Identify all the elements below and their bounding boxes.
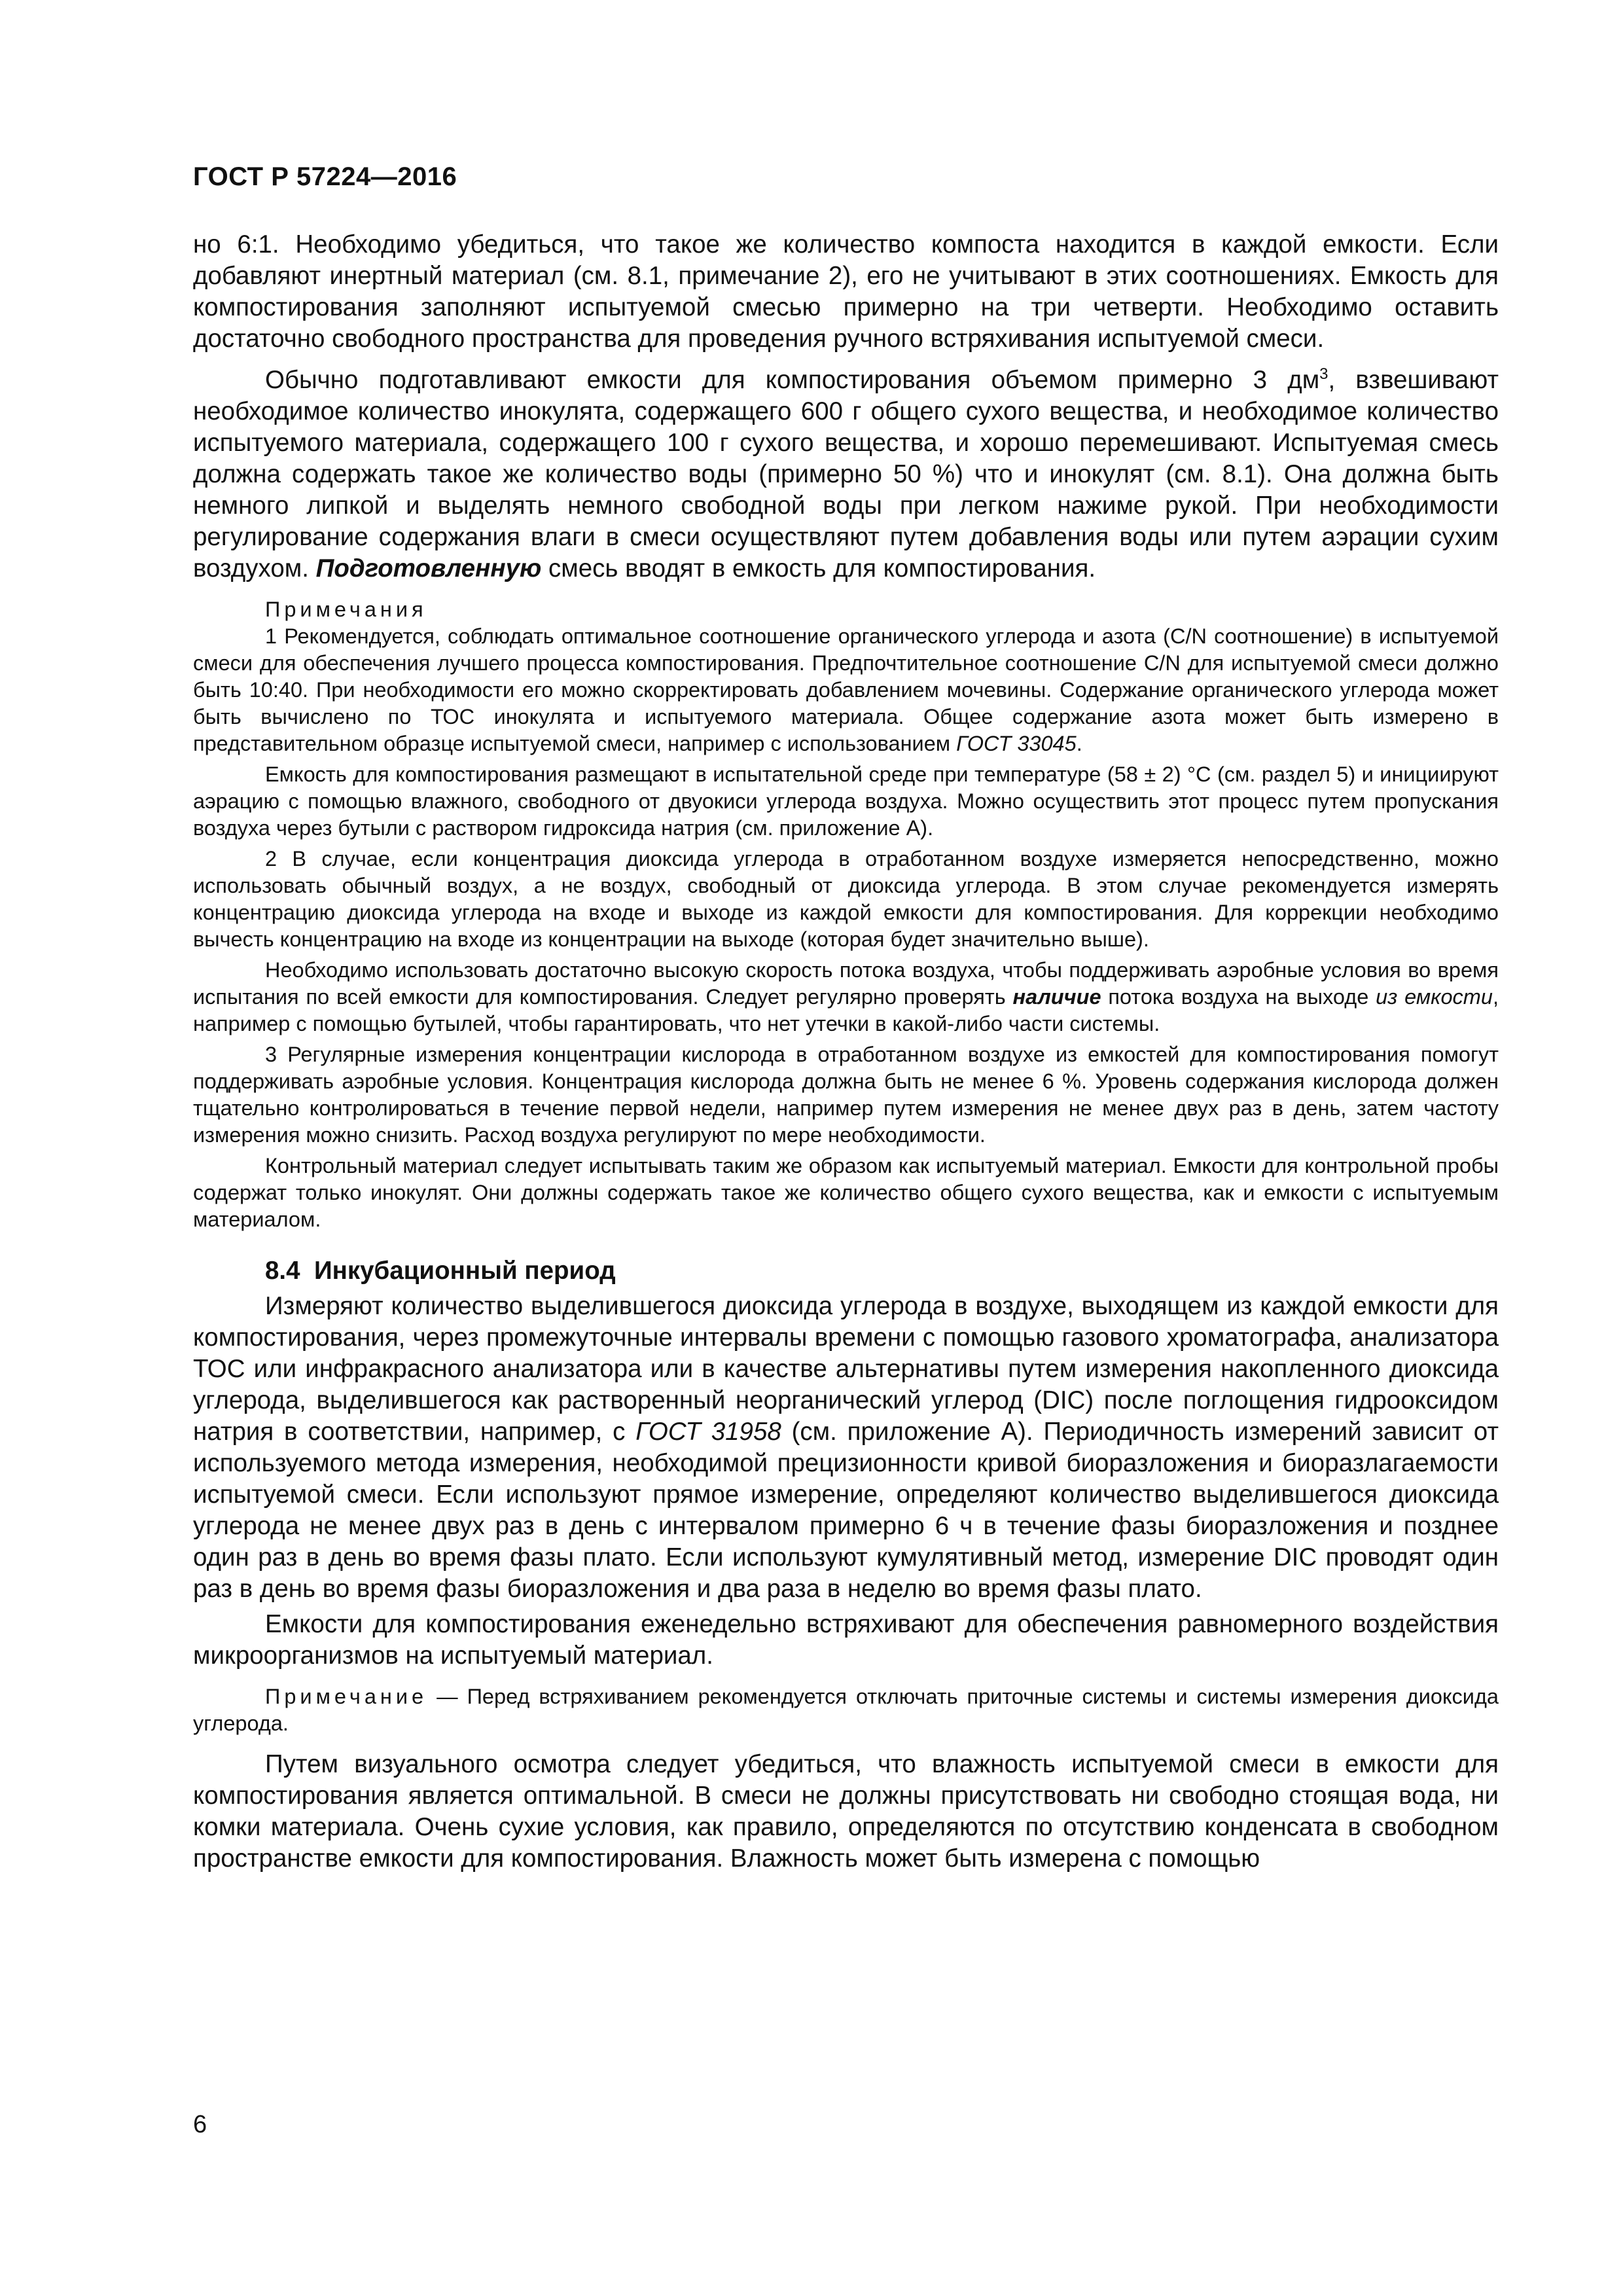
paragraph-1: но 6:1. Необходимо убедиться, что такое же количество компоста находится в каждой емкости. Если добавляют инертный материал (см. 8.1, примечание 2), его не учитывают в этих соотношениях. Емкость для компостирования заполняют испытуемой смесью примерно на три четверти. Необходимо оставить достаточно свободного пространства для проведения ручного встряхивания испытуемой смеси. <box>193 230 1499 353</box>
document-body <box>193 229 1499 1874</box>
note-4: Примечание — Перед встряхиванием рекомендуется отключать приточные системы и системы измерения диоксида углерода. <box>193 1684 1499 1735</box>
note-3: 3 Регулярные измерения концентрации кислорода в отработанном воздухе из емкостей для компостирования помогут поддерживать аэробные условия. Концентрация кислорода должна быть не менее 6 %. Уровень содержания кислорода должен тщательно контролироваться в течение первой недели, например путем измерения не менее двух раз в день, затем частоту измерения можно снизить. Расход воздуха регулируют по мере необходимости. <box>193 1042 1499 1147</box>
paragraph-2: Обычно подготавливают емкости для компостирования объемом примерно 3 $дм^3$, взвешивают необходимое количество инокулята, содержащего 600 г общего сухого вещества, и необходимое количество испытуемого материала, содержащего 100 г сухого вещества, и хорошо перемешивают. Испытуемая смесь должна содержать такое же количество воды (примерно 50 %) что и инокулят (см. 8.1). Она должна быть немного липкой и выделять немного свободной воды при легком нажиме рукой. При необходимости регулирование содержания влаги в смеси осуществляют путем добавления воды или путем аэрации сухим воздухом. Подготовленную смесь вводят в емкость для компостирования. <box>193 365 1499 583</box>
paragraph-5: Путем визуального осмотра следует убедиться, что влажность испытуемой смеси в емкости для компостирования является оптимальной. В смеси не должны присутствовать ни свободно стоящая вода, ни комки материала. Очень сухие условия, как правило, определяются по отсутствию конденсата в свободном пространстве емкости для компостирования. Влажность может быть измерена с помощью <box>193 1749 1499 1873</box>
section-heading-8-4: 8.4 Инкубационный период <box>265 1256 616 1285</box>
note-1-continued: Емкость для компостирования размещают в испытательной среде при температуре (58 ± 2) °С (см. раздел 5) и инициируют аэрацию с помощью влажного, свободного от двуокиси углерода воздуха. Можно осуществить этот процесс путем пропускания воздуха через бутыли с раствором гидроксида натрия (см. приложение А). <box>193 762 1499 840</box>
page-number: 6 <box>193 2111 207 2138</box>
document-header: ГОСТ Р 57224—2016 <box>193 162 457 191</box>
note-1: 1 Рекомендуется, соблюдать оптимальное соотношение органического углерода и азота (C/N соотношение) в испытуемой смеси для обеспечения лучшего процесса компостирования. Предпочтительное соотношение C/N для испытуемой смеси должно быть 10:40. При необходимости его можно скорректировать добавлением мочевины. Содержание органического углерода может быть вычислено по ТОС инокулята и испытуемого материала. Общее содержание азота может быть измерено в представительном образце испытуемой смеси, например с использованием ГОСТ 33045. <box>193 624 1499 755</box>
note-2: 2 В случае, если концентрация диоксида углерода в отработанном воздухе измеряется непосредственно, можно использовать обычный воздух, а не воздух, свободный от диоксида углерода. В этом случае рекомендуется измерять концентрацию диоксида углерода на входе и выходе из каждой емкости для компостирования. Для коррекции необходимо вычесть концентрацию на входе из концентрации на выходе (которая будет значительно выше). <box>193 846 1499 951</box>
paragraph-3: Измеряют количество выделившегося диоксида углерода в воздухе, выходящем из каждой емкости для компостирования, через промежуточные интервалы времени с помощью газового хроматографа, анализатора ТОС или инфракрасного анализатора или в качестве альтернативы путем измерения накопленного диоксида углерода, выделившегося как растворенный неорганический углерод (DIC) после поглощения гидрооксидом натрия в соответствии, например, с ГОСТ 31958 (см. приложение А). Периодичность измерений зависит от используемого метода измерения, необходимой прецизионности кривой биоразложения и биоразлагаемости испытуемой смеси. Если используют прямое измерение, определяют количество выделившегося диоксида углерода не менее двух раз в день с интервалом примерно 6 ч в течение фазы биоразложения и позднее один раз в день во время фазы плато. Если используют кумулятивный метод, измерение DIC проводят один раз в день во время фазы биоразложения и два раза в неделю во время фазы плато. <box>193 1291 1499 1603</box>
paragraph-4: Емкости для компостирования еженедельно встряхивают для обеспечения равномерного воздействия микроорганизмов на испытуемый материал. <box>193 1609 1499 1670</box>
note-3-continued: Контрольный материал следует испытывать таким же образом как испытуемый материал. Емкости для контрольной пробы содержат только инокулят. Они должны содержать такое же количество общего сухого вещества, как и емкости с испытуемым материалом. <box>193 1153 1499 1231</box>
notes-title: Примечания <box>265 597 427 621</box>
note-2-continued: Необходимо использовать достаточно высокую скорость потока воздуха, чтобы поддерживать аэробные условия во время испытания по всей емкости для компостирования. Следует регулярно проверять наличие потока воздуха на выходе из емкости, например с помощью бутылей, чтобы гарантировать, что нет утечки в какой-либо части системы. <box>193 958 1499 1035</box>
